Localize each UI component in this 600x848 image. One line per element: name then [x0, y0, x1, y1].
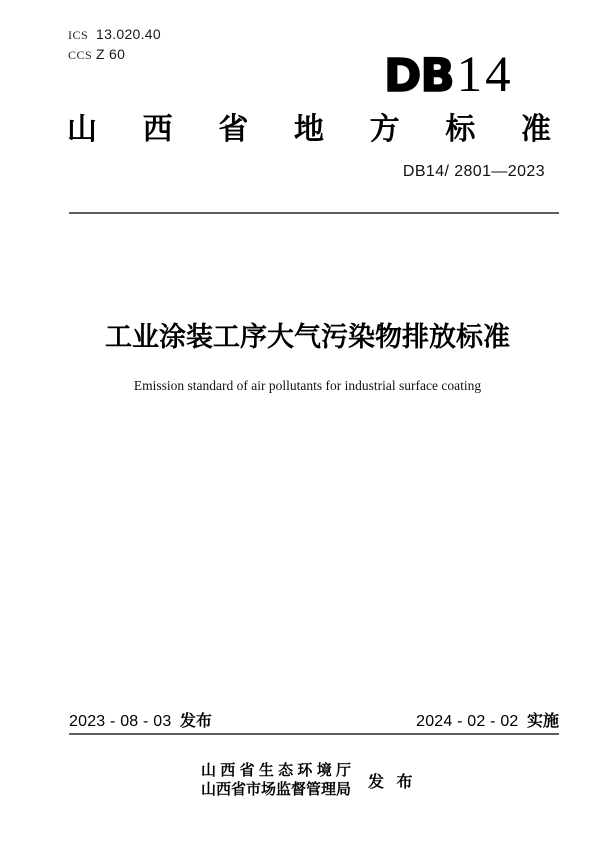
- issue-date-group: [69, 708, 212, 731]
- implementation-label: 实施: [526, 713, 559, 730]
- db14-logo-number: 14: [456, 47, 514, 103]
- ics-row: [68, 26, 161, 46]
- ccs-value: Z 60: [96, 46, 126, 62]
- date-row: [69, 708, 559, 731]
- classification-block: [68, 26, 161, 66]
- issuer-1: 山西省生态环境厅: [201, 762, 351, 779]
- standard-number: DB14/ 2801—2023: [402, 163, 545, 180]
- publish-label: 发 布: [368, 773, 417, 791]
- db14-logo: [384, 47, 514, 103]
- publisher-block: [201, 761, 416, 799]
- ccs-row: [68, 46, 161, 66]
- ics-value: 13.020.40: [96, 26, 161, 42]
- implementation-date: 2024 - 02 - 02: [416, 713, 519, 730]
- top-rule: [69, 212, 559, 214]
- issue-label: 发布: [179, 713, 212, 730]
- ccs-label: CCS: [68, 48, 93, 62]
- issue-date: 2023 - 08 - 03: [69, 713, 172, 730]
- issuer-list: [201, 761, 351, 799]
- implementation-date-group: [416, 708, 559, 731]
- document-title-zh: 工业涂装工序大气污染物排放标准: [105, 322, 510, 352]
- db14-logo-db: DB: [384, 49, 454, 102]
- bottom-rule: [69, 733, 559, 735]
- standard-type-heading: 山西省地方标准: [67, 113, 551, 146]
- ics-label: ICS: [68, 28, 89, 42]
- document-title-en: Emission standard of air pollutants for industrial surface coating: [133, 378, 482, 393]
- issuer-2: 山西省市场监督管理局: [201, 781, 352, 798]
